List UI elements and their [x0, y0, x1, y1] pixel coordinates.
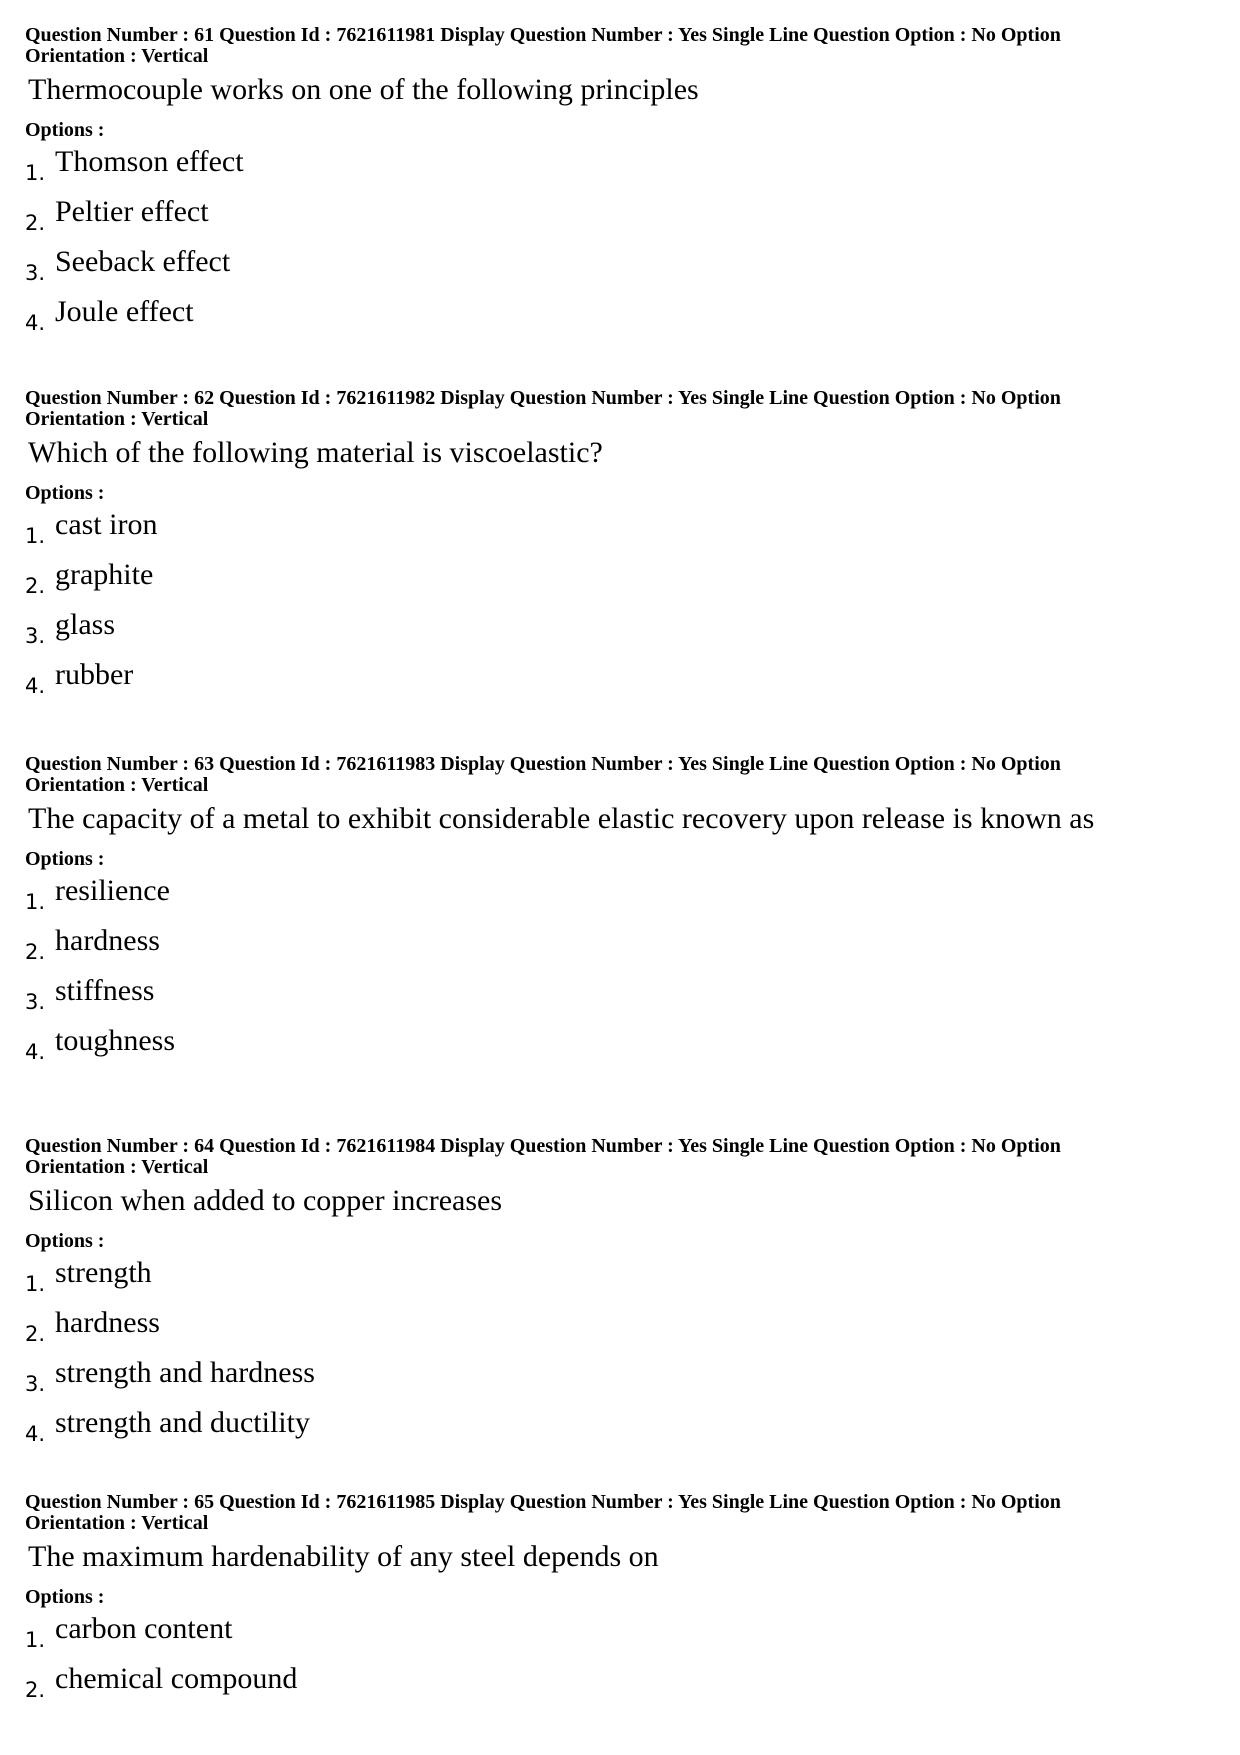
option-text: hardness	[55, 1306, 160, 1339]
option-3	[25, 604, 1215, 654]
option-text: rubber	[55, 658, 134, 691]
question-64	[25, 1136, 1215, 1452]
options-label: Options :	[25, 482, 105, 504]
options-label: Options :	[25, 848, 105, 870]
option-2	[25, 554, 1215, 604]
option-text: Joule effect	[55, 295, 194, 328]
question-meta-line-2: Orientation : Vertical	[25, 45, 209, 67]
question-meta-line-2: Orientation : Vertical	[25, 408, 209, 430]
question-62	[25, 388, 1215, 704]
question-meta-line-1: Question Number : 64 Question Id : 7621611984 Display Question Number : Yes Single Line Question Option : No Option	[25, 1135, 1061, 1157]
question-61	[25, 25, 1215, 341]
option-3	[25, 970, 1215, 1020]
option-1	[25, 504, 1215, 554]
question-text: The maximum hardenability of any steel depends on	[28, 1540, 659, 1573]
options-list	[25, 1252, 1215, 1452]
option-number: 1.	[25, 1628, 46, 1652]
option-number: 2.	[25, 574, 46, 598]
question-text: The capacity of a metal to exhibit considerable elastic recovery upon release is known as	[28, 802, 1095, 835]
options-list	[25, 1608, 1215, 1708]
question-meta-line-2: Orientation : Vertical	[25, 1156, 209, 1178]
question-meta-line-1: Question Number : 62 Question Id : 7621611982 Display Question Number : Yes Single Line Question Option : No Option	[25, 387, 1061, 409]
option-text: hardness	[55, 924, 160, 957]
option-3	[25, 1352, 1215, 1402]
option-number: 4.	[25, 1422, 46, 1446]
option-number: 2.	[25, 1678, 46, 1702]
option-text: strength	[55, 1256, 152, 1289]
option-number: 3.	[25, 1372, 46, 1396]
question-text: Silicon when added to copper increases	[28, 1184, 503, 1217]
option-2	[25, 191, 1215, 241]
option-2	[25, 920, 1215, 970]
option-text: strength and ductility	[55, 1406, 310, 1439]
option-number: 1.	[25, 1272, 46, 1296]
option-3	[25, 241, 1215, 291]
option-1	[25, 141, 1215, 191]
options-label: Options :	[25, 1586, 105, 1608]
option-4	[25, 291, 1215, 341]
option-2	[25, 1658, 1215, 1708]
option-1	[25, 870, 1215, 920]
options-list	[25, 870, 1215, 1070]
option-text: glass	[55, 608, 115, 641]
option-4	[25, 1402, 1215, 1452]
option-text: stiffness	[55, 974, 155, 1007]
question-63	[25, 754, 1215, 1070]
options-label: Options :	[25, 119, 105, 141]
question-meta-line-1: Question Number : 61 Question Id : 7621611981 Display Question Number : Yes Single Line Question Option : No Option	[25, 24, 1061, 46]
question-meta	[25, 754, 1215, 796]
option-text: toughness	[55, 1024, 175, 1057]
option-number: 4.	[25, 311, 46, 335]
option-text: graphite	[55, 558, 154, 591]
option-number: 2.	[25, 211, 46, 235]
question-meta	[25, 388, 1215, 430]
option-number: 3.	[25, 261, 46, 285]
option-number: 2.	[25, 1322, 46, 1346]
option-4	[25, 1020, 1215, 1070]
question-meta-line-2: Orientation : Vertical	[25, 1512, 209, 1534]
option-text: Thomson effect	[55, 145, 244, 178]
option-text: chemical compound	[55, 1662, 298, 1695]
option-number: 3.	[25, 624, 46, 648]
option-number: 2.	[25, 940, 46, 964]
option-text: Seeback effect	[55, 245, 231, 278]
option-number: 1.	[25, 524, 46, 548]
option-text: Peltier effect	[55, 195, 209, 228]
option-number: 1.	[25, 890, 46, 914]
option-2	[25, 1302, 1215, 1352]
option-1	[25, 1608, 1215, 1658]
question-65	[25, 1492, 1215, 1708]
option-text: strength and hardness	[55, 1356, 315, 1389]
question-meta	[25, 25, 1215, 67]
option-text: cast iron	[55, 508, 158, 541]
question-text: Thermocouple works on one of the following principles	[28, 73, 699, 106]
question-meta-line-1: Question Number : 63 Question Id : 7621611983 Display Question Number : Yes Single Line Question Option : No Option	[25, 753, 1061, 775]
question-meta-line-2: Orientation : Vertical	[25, 774, 209, 796]
question-meta	[25, 1492, 1215, 1534]
option-4	[25, 654, 1215, 704]
option-number: 3.	[25, 990, 46, 1014]
option-text: resilience	[55, 874, 170, 907]
option-1	[25, 1252, 1215, 1302]
option-text: carbon content	[55, 1612, 233, 1645]
question-text: Which of the following material is viscoelastic?	[28, 436, 603, 469]
options-list	[25, 141, 1215, 341]
options-list	[25, 504, 1215, 704]
options-label: Options :	[25, 1230, 105, 1252]
option-number: 1.	[25, 161, 46, 185]
option-number: 4.	[25, 1040, 46, 1064]
question-meta	[25, 1136, 1215, 1178]
option-number: 4.	[25, 674, 46, 698]
question-meta-line-1: Question Number : 65 Question Id : 7621611985 Display Question Number : Yes Single Line Question Option : No Option	[25, 1491, 1061, 1513]
